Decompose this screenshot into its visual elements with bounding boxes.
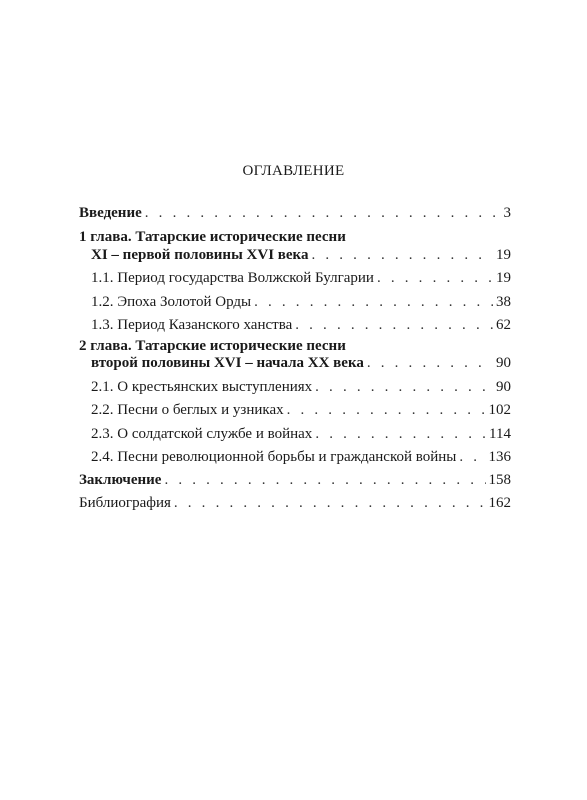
toc-page-number: 114 bbox=[489, 426, 511, 442]
chapter-1-title-line-1[interactable]: 1 глава. Татарские исторические песни bbox=[79, 229, 346, 245]
leader-dots bbox=[315, 424, 486, 444]
toc-entry-chapter-2[interactable] bbox=[91, 353, 511, 373]
toc-entry-section[interactable] bbox=[91, 268, 511, 288]
toc-entry-section[interactable] bbox=[91, 424, 511, 444]
toc-page-number: 90 bbox=[496, 379, 511, 395]
toc-page-number: 62 bbox=[496, 317, 511, 333]
toc-entry-section[interactable] bbox=[91, 400, 511, 420]
leader-dots bbox=[164, 470, 485, 490]
toc-entry-section[interactable] bbox=[91, 292, 511, 312]
toc-page-number: 3 bbox=[503, 205, 511, 221]
toc-page-number: 90 bbox=[496, 355, 511, 371]
toc-page-number: 19 bbox=[496, 270, 511, 286]
leader-dots bbox=[174, 493, 486, 513]
toc-entry-title: 1.3. Период Казанского ханства bbox=[91, 317, 293, 333]
toc-page-number: 38 bbox=[496, 294, 511, 310]
toc-entry-conclusion[interactable] bbox=[79, 470, 511, 490]
chapter-2-title-line-1[interactable]: 2 глава. Татарские исторические песни bbox=[79, 338, 346, 354]
toc-entry-section[interactable] bbox=[91, 377, 511, 397]
toc-page-number: 136 bbox=[488, 449, 511, 465]
leader-dots bbox=[459, 447, 485, 467]
leader-dots bbox=[254, 292, 493, 312]
toc-entry-title: Заключение bbox=[79, 472, 162, 488]
toc-entry-title: XI – первой половины XVI века bbox=[91, 247, 309, 263]
leader-dots bbox=[367, 353, 493, 373]
leader-dots bbox=[311, 245, 493, 265]
toc-entry-intro[interactable] bbox=[79, 203, 511, 223]
toc-entry-title: Библиография bbox=[79, 495, 171, 511]
toc-entry-title: 2.4. Песни революционной борьбы и гражданской войны bbox=[91, 449, 457, 465]
leader-dots bbox=[377, 268, 493, 288]
toc-entry-title: 1.2. Эпоха Золотой Орды bbox=[91, 294, 252, 310]
toc-page-number: 162 bbox=[488, 495, 511, 511]
toc-entry-title: 2.2. Песни о беглых и узниках bbox=[91, 402, 284, 418]
leader-dots bbox=[315, 377, 493, 397]
leader-dots bbox=[287, 400, 486, 420]
toc-entry-title: 2.3. О солдатской службе и войнах bbox=[91, 426, 313, 442]
leader-dots bbox=[295, 315, 493, 335]
toc-entry-title: Введение bbox=[79, 205, 142, 221]
toc-page-number: 158 bbox=[488, 472, 511, 488]
toc-page-number: 102 bbox=[488, 402, 511, 418]
page-title: ОГЛАВЛЕНИЕ bbox=[242, 163, 345, 179]
toc-entry-bibliography[interactable] bbox=[79, 493, 511, 513]
toc-entry-section[interactable] bbox=[91, 447, 511, 467]
toc-entry-section[interactable] bbox=[91, 315, 511, 335]
toc-entry-title: второй половины XVI – начала XX века bbox=[91, 355, 364, 371]
toc-entry-title: 1.1. Период государства Волжской Булгарии bbox=[91, 270, 374, 286]
toc-entry-chapter-1[interactable] bbox=[91, 245, 511, 265]
toc-page-number: 19 bbox=[496, 247, 511, 263]
leader-dots bbox=[145, 203, 501, 223]
toc-entry-title: 2.1. О крестьянских выступлениях bbox=[91, 379, 313, 395]
